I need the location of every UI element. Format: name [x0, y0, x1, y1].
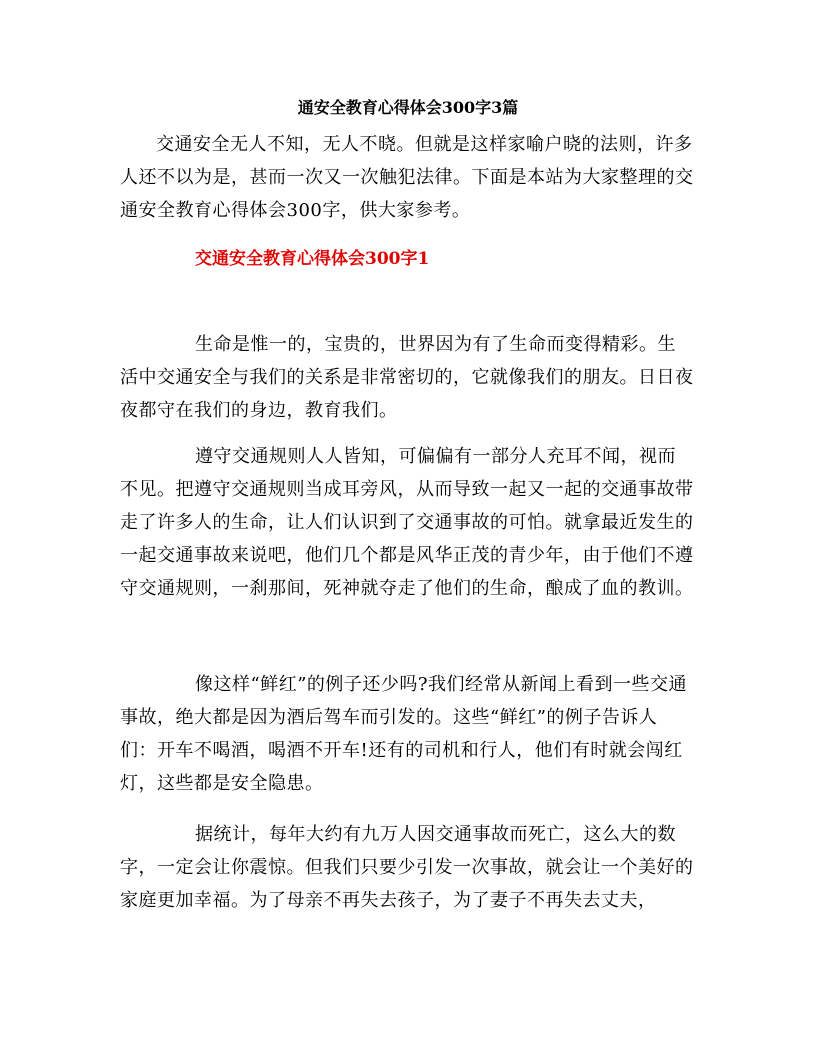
document-title: 通安全教育心得体会300字3篇 — [297, 98, 519, 117]
body-paragraph-3: 像这样“鲜红”的例子还少吗?我们经常从新闻上看到一些交通事故，绝大都是因为酒后驾车而引发的。这些“鲜红”的例子告诉人们：开车不喝酒，喝酒不开车!还有的司机和行人，他们有时就会闯红灯，这些都是安全隐患。 — [120, 674, 688, 794]
body-paragraph-1: 生命是惟一的，宝贵的，世界因为有了生命而变得精彩。生活中交通安全与我们的关系是非常密切的，它就像我们的朋友。日日夜夜都守在我们的身边，教育我们。 — [120, 334, 694, 421]
section-heading: 交通安全教育心得体会300字1 — [195, 249, 430, 269]
body-paragraph-2: 遵守交通规则人人皆知，可偏偏有一部分人充耳不闻，视而不见。把遵守交通规则当成耳旁风，从而导致一起又一起的交通事故带走了许多人的生命，让人们认识到了交通事故的可怕。就拿最近发生的一起交通事故来说吧，他们几个都是风华正茂的青少年，由于他们不遵守交通规则，一刹那间，死神就夺走了他们的生命，酿成了血的教训。 — [120, 446, 694, 599]
intro-paragraph: 交通安全无人不知，无人不晓。但就是这样家喻户晓的法则，许多人还不以为是，甚而一次又一次触犯法律。下面是本站为大家整理的交通安全教育心得体会300字，供大家参考。 — [120, 134, 694, 221]
body-paragraph-4: 据统计，每年大约有九万人因交通事故而死亡，这么大的数字，一定会让你震惊。但我们只要少引发一次事故，就会让一个美好的家庭更加幸福。为了母亲不再失去孩子，为了妻子不再失去丈夫， — [120, 824, 694, 911]
